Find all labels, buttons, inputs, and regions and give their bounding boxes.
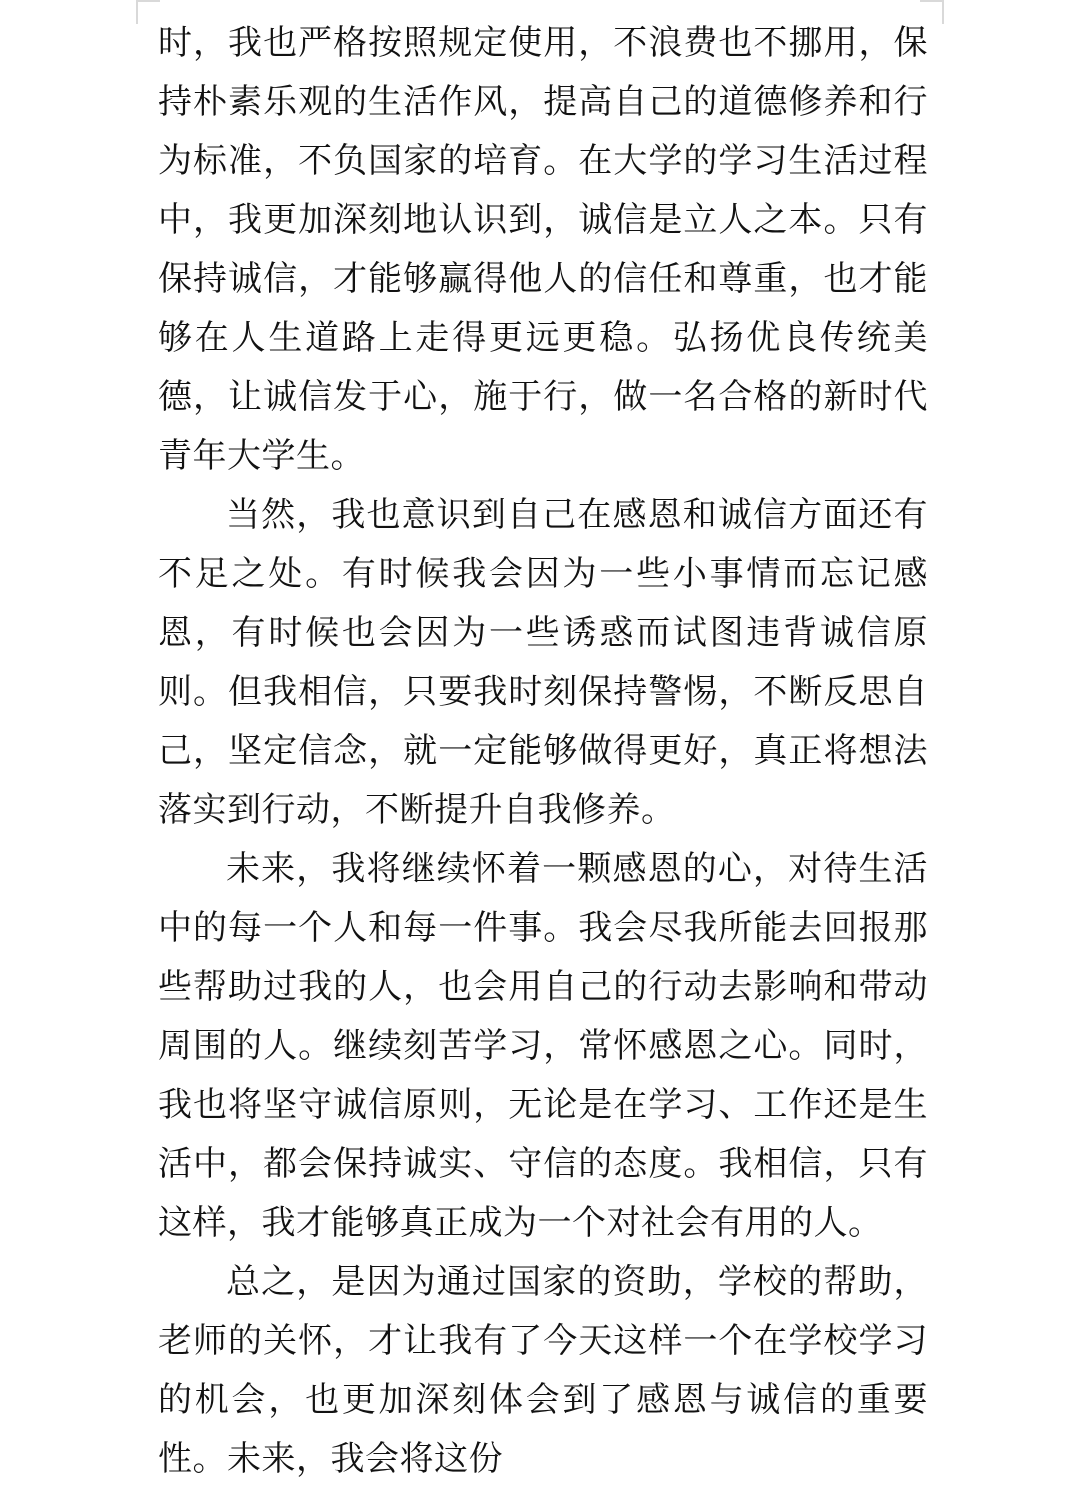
paragraph: 总之，是因为通过国家的资助，学校的帮助，老师的关怀，才让我有了今天这样一个在学校学习的机会，也更加深刻体会到了感恩与诚信的重要性。未来，我会将这份	[158, 1264, 928, 1478]
paragraph: 未来，我将继续怀着一颗感恩的心，对待生活中的每一个人和每一件事。我会尽我所能去回报那些帮助过我的人，也会用自己的行动去影响和带动周围的人。继续刻苦学习，常怀感恩之心。同时，我也将坚守诚信原则，无论是在学习、工作还是生活中，都会保持诚实、守信的态度。我相信，只有这样，我才能够真正成为一个对社会有用的人。	[158, 851, 928, 1242]
document-text-body	[158, 14, 928, 1489]
page-guide-mark-left	[136, 0, 160, 24]
paragraph: 时，我也严格按照规定使用，不浪费也不挪用，保持朴素乐观的生活作风，提高自己的道德修养和行为标准，不负国家的培育。在大学的学习生活过程中，我更加深刻地认识到，诚信是立人之本。只有保持诚信，才能够赢得他人的信任和尊重，也才能够在人生道路上走得更远更稳。弘扬优良传统美德，让诚信发于心，施于行，做一名合格的新时代青年大学生。	[158, 25, 928, 475]
paragraph: 当然，我也意识到自己在感恩和诚信方面还有不足之处。有时候我会因为一些小事情而忘记感恩，有时候也会因为一些诱惑而试图违背诚信原则。但我相信，只要我时刻保持警惕，不断反思自己，坚定信念，就一定能够做得更好，真正将想法落实到行动，不断提升自我修养。	[158, 497, 928, 829]
